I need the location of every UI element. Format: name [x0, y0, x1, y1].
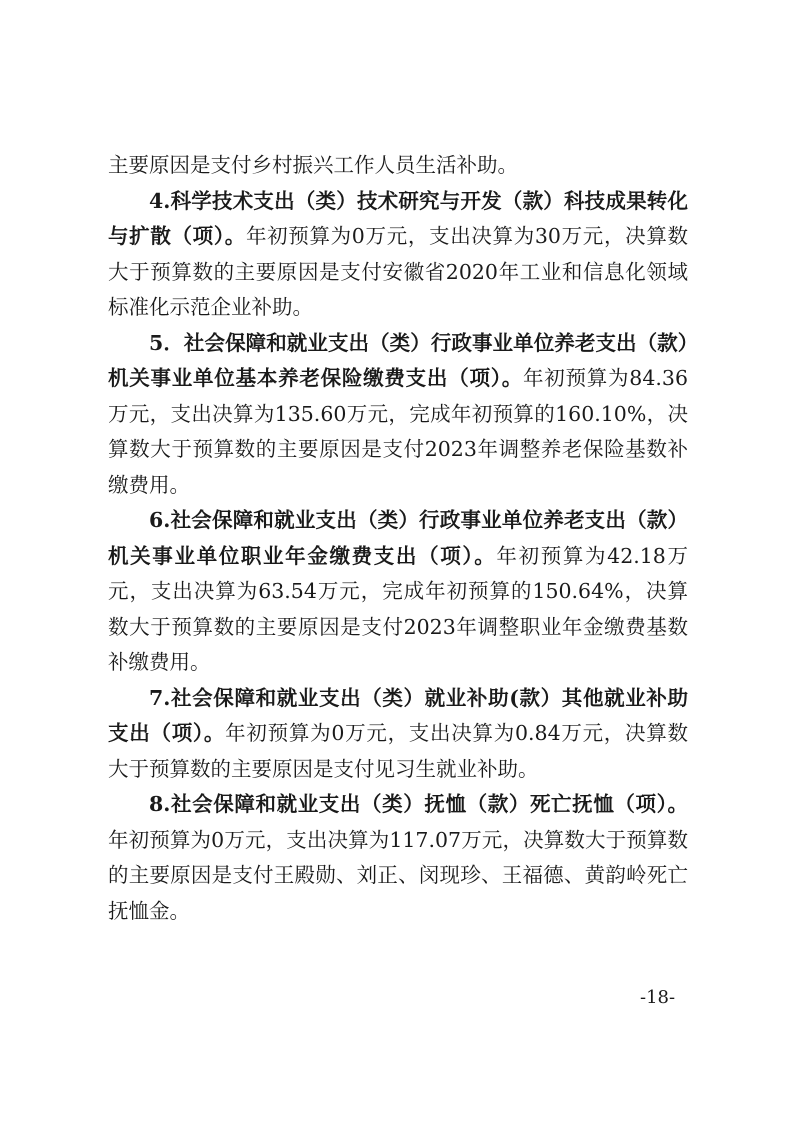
paragraph-heading: 4.科学技术支出（类）技术研究与开发（款）科技成果转化与扩散（项）。	[108, 188, 688, 248]
paragraph-item-4	[108, 184, 688, 326]
paragraph-body: 年初预算为0万元，支出决算为117.07万元，决算数大于预算数的主要原因是支付王殿勋、刘正、闵现珍、王福德、黄韵岭死亡抚恤金。	[108, 827, 688, 923]
paragraph-item-7	[108, 681, 688, 788]
paragraph-body: 主要原因是支付乡村振兴工作人员生活补助。	[108, 153, 518, 177]
paragraph-heading: 7.社会保障和就业支出（类）就业补助(款）其他就业补助支出（项）。	[108, 685, 688, 745]
paragraph-body: 年初预算为84.36万元，支出决算为135.60万元，完成年初预算的160.10%，决算数大于预算数的主要原因是支付2023年调整养老保险基数补缴费用。	[108, 366, 688, 497]
paragraph-heading: 5．社会保障和就业支出（类）行政事业单位养老支出（款）机关事业单位基本养老保险缴费支出（项）。	[108, 330, 688, 390]
paragraph-body: 年初预算为0万元，支出决算为30万元，决算数大于预算数的主要原因是支付安徽省2020年工业和信息化领域标准化示范企业补助。	[108, 224, 688, 319]
paragraph-body: 年初预算为42.18万元，支出决算为63.54万元，完成年初预算的150.64%，决算数大于预算数的主要原因是支付2023年调整职业年金缴费基数补缴费用。	[108, 543, 688, 674]
paragraph-item-5	[108, 326, 688, 504]
paragraph-item-6	[108, 503, 688, 681]
paragraph-item-8	[108, 787, 688, 929]
body-text	[108, 148, 688, 929]
paragraph-body: 年初预算为0万元，支出决算为0.84万元，决算数大于预算数的主要原因是支付见习生就业补助。	[108, 721, 689, 781]
paragraph-continued	[108, 148, 688, 184]
page-number: -18-	[640, 987, 676, 1008]
paragraph-heading: 8.社会保障和就业支出（类）抚恤（款）死亡抚恤（项）。	[149, 792, 688, 816]
paragraph-heading: 6.社会保障和就业支出（类）行政事业单位养老支出（款）机关事业单位职业年金缴费支出（项）。	[108, 508, 688, 568]
